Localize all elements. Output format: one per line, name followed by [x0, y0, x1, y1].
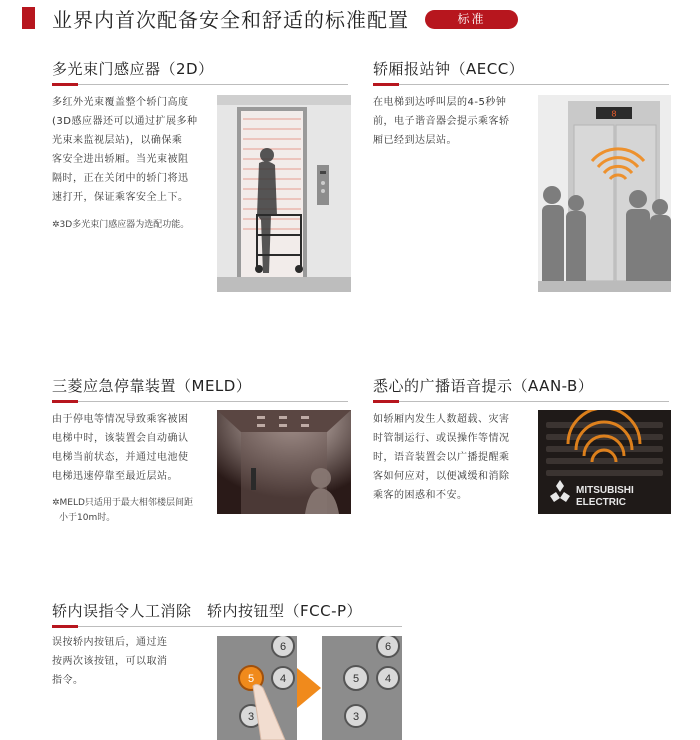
- svg-text:6: 6: [384, 641, 392, 653]
- section-desc-aan-b: 如轿厢内发生人数超载、灾害 时管制运行、或误操作等情况 时，语音装置会以广播提醒乘 客如何应对，以便减缓和消除 乘客的困惑和不安。: [373, 414, 510, 501]
- svg-text:4: 4: [384, 673, 392, 685]
- arrow-right-icon: [297, 668, 321, 708]
- section-divider: [52, 626, 402, 627]
- section-note-2d-sensor: ✲3D多光束门感应器为选配功能。: [52, 220, 190, 230]
- section-title-aecc: 轿厢报站钟（AECC）: [373, 60, 525, 78]
- door-sensor-image: [217, 95, 351, 292]
- section-divider: [52, 84, 348, 85]
- section-desc-2d-sensor: 多红外光束覆盖整个轿门高度 (3D感应器还可以通过扩展多种 光束来监视层站)，以确保乘 客安全进出轿厢。当光束被阻 隔时，正在关闭中的轿门将迅 速打开，保证乘客安全上下。: [52, 97, 198, 203]
- section-title-fcc-p: 轿内误指令人工消除 轿内按钮型（FCC-P）: [52, 602, 363, 620]
- emergency-landing-image: [217, 410, 351, 514]
- button-panel-after-image: [322, 636, 402, 740]
- svg-text:5: 5: [352, 673, 360, 685]
- floor-indicator: 8: [611, 109, 617, 120]
- section-desc-meld: 由于停电等情况导致乘客被困 电梯中时，该装置会自动确认 电梯当前状态，并通过电池使 电梯迅速停靠至最近层站。: [52, 414, 189, 482]
- page-title: 业界内首次配备安全和舒适的标准配置: [52, 8, 409, 32]
- arrival-chime-image: [538, 95, 671, 292]
- voice-announcement-image: [538, 410, 671, 514]
- svg-text:3: 3: [247, 711, 255, 723]
- section-divider: [373, 401, 669, 402]
- section-desc-fcc-p: 误按轿内按钮后，通过连 按两次该按钮，可以取消 指令。: [52, 637, 168, 686]
- section-title-aan-b: 悉心的广播语音提示（AAN-B）: [373, 377, 594, 395]
- svg-text:3: 3: [352, 711, 360, 723]
- header-accent-bar: [22, 7, 35, 29]
- section-divider: [52, 401, 348, 402]
- svg-text:4: 4: [279, 673, 287, 685]
- svg-text:ELECTRIC: ELECTRIC: [576, 497, 626, 508]
- svg-text:MITSUBISHI: MITSUBISHI: [576, 485, 634, 496]
- section-desc-aecc: 在电梯到达呼叫层的4-5秒钟 前，电子谐音器会提示乘客轿 厢已经到达层站。: [373, 97, 510, 146]
- section-title-2d-sensor: 多光束门感应器（2D）: [52, 60, 214, 78]
- section-divider: [373, 84, 669, 85]
- section-title-meld: 三菱应急停靠装置（MELD）: [52, 377, 252, 395]
- svg-text:6: 6: [279, 641, 287, 653]
- section-note-meld: ✲MELD只适用于最大相邻楼层间距 小于10m时。: [52, 498, 193, 523]
- standard-badge: 标准: [425, 10, 518, 29]
- button-panel-before-image: [217, 636, 297, 740]
- svg-text:5: 5: [247, 673, 255, 685]
